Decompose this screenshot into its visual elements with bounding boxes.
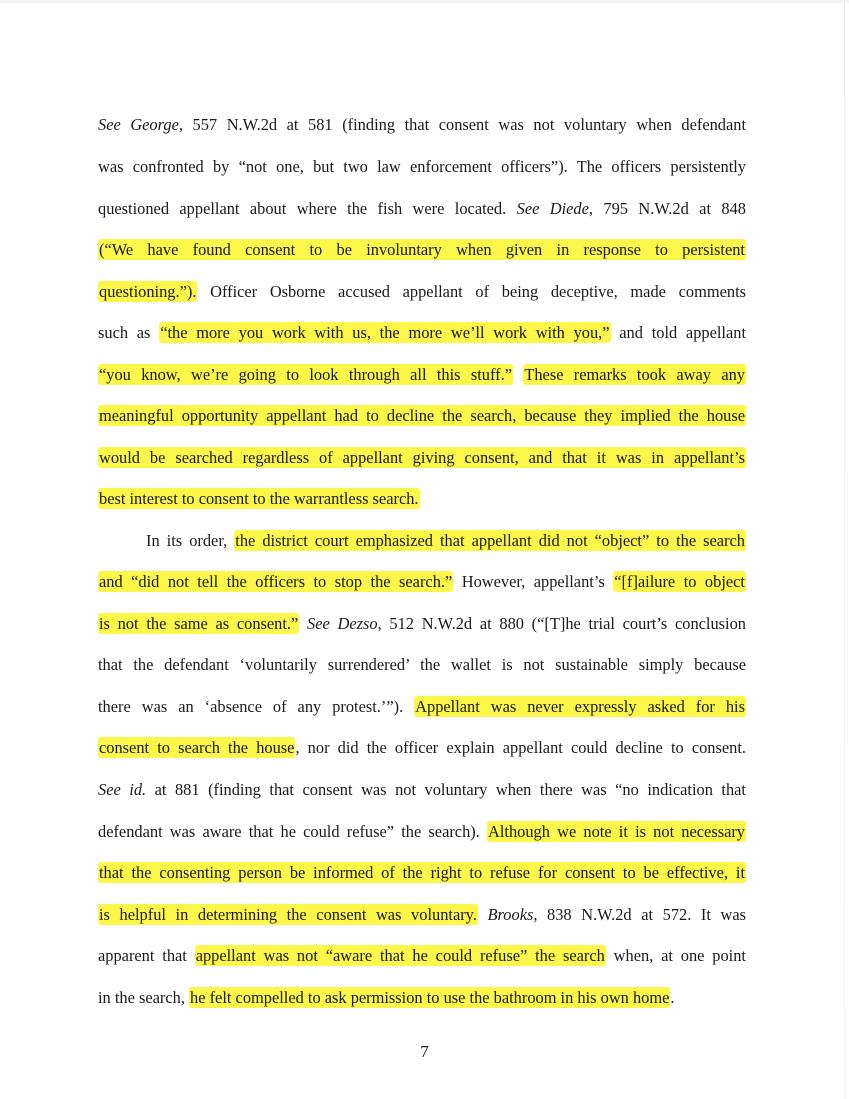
text-span: and told appellant	[610, 323, 746, 342]
text-line	[98, 280, 746, 304]
highlighted-text: “[f]ailure to object	[614, 572, 745, 591]
text-line	[98, 903, 746, 927]
highlighted-text: is not the same as consent.”	[99, 614, 299, 633]
highlighted-text: and “did not tell the officers to stop the search.”	[99, 572, 453, 591]
highlighted-text: appellant was not “aware that he could refuse” the search	[195, 946, 605, 965]
text-span: such as	[98, 323, 160, 342]
text-line	[98, 612, 746, 636]
case-citation: See Diede	[516, 199, 589, 218]
text-span: , nor did the officer explain appellant could decline to consent.	[295, 738, 746, 757]
page-number: 7	[420, 1042, 429, 1061]
text-line	[98, 820, 746, 844]
text-span: , 512 N.W.2d at 880 (“[T]he trial court’s conclusion	[377, 614, 746, 633]
text-span: In its order,	[146, 531, 235, 550]
text-span: there was an ‘absence of any protest.’”).	[98, 697, 415, 716]
text-line	[98, 404, 746, 428]
highlighted-text: These remarks took away any	[524, 365, 745, 384]
highlighted-text: meaningful opportunity appellant had to decline the search, because they implied the house	[99, 406, 745, 425]
scan-edge-right	[844, 0, 845, 1099]
text-span: when, at one point	[605, 946, 746, 965]
text-span	[478, 905, 488, 924]
highlighted-text: is helpful in determining the consent was voluntary.	[99, 905, 477, 924]
case-citation: See id.	[98, 780, 147, 799]
text-line	[98, 446, 746, 470]
text-span: that the defendant ‘voluntarily surrendered’ the wallet is not sustainable simply because	[98, 655, 746, 674]
highlighted-text: he felt compelled to ask permission to use the bathroom in his own home	[190, 988, 670, 1007]
text-span: , 795 N.W.2d at 848	[588, 199, 746, 218]
highlighted-text: Appellant was never expressly asked for his	[415, 697, 745, 716]
text-line	[98, 487, 746, 511]
text-span: at 881 (finding that consent was not voluntary when there was “no indication that	[146, 780, 746, 799]
text-span: questioned appellant about where the fish were located.	[98, 199, 517, 218]
text-line	[98, 778, 746, 802]
highlighted-text: “you know, we’re going to look through all this stuff.”	[99, 365, 512, 384]
highlighted-text: would be searched regardless of appellant giving consent, and that it was in appellant’s	[99, 448, 745, 467]
text-line	[98, 861, 746, 885]
text-span	[299, 614, 307, 633]
highlighted-text: Although we note it is not necessary	[488, 822, 746, 841]
text-line	[98, 570, 746, 594]
text-line	[98, 695, 746, 719]
text-span: apparent that	[98, 946, 195, 965]
text-span: was confronted by “not one, but two law enforcement officers”). The officers persistently	[98, 157, 746, 176]
case-citation: Brooks	[487, 905, 534, 924]
text-line	[146, 529, 746, 553]
highlighted-text: best interest to consent to the warrantless search.	[99, 489, 419, 508]
text-line	[98, 736, 746, 760]
highlighted-text: (“We have found consent to be involuntary when given in response to persistent	[99, 240, 745, 259]
text-line	[98, 986, 746, 1010]
text-line	[98, 113, 746, 137]
case-citation: See George	[98, 115, 179, 134]
highlighted-text: the district court emphasized that appellant did not “object” to the search	[235, 531, 745, 550]
text-span: , 838 N.W.2d at 572. It was	[533, 905, 746, 924]
highlighted-text: questioning.”).	[99, 282, 197, 301]
text-span: Officer Osborne accused appellant of being deceptive, made comments	[197, 282, 746, 301]
text-line	[98, 363, 746, 387]
text-line	[98, 653, 746, 677]
text-span	[513, 365, 523, 384]
text-line	[98, 197, 746, 221]
highlighted-text: that the consenting person be informed of the right to refuse for consent to be effective, it	[99, 863, 745, 882]
highlighted-text: consent to search the house	[99, 738, 295, 757]
case-citation: See Dezso	[307, 614, 378, 633]
text-span: However, appellant’s	[453, 572, 614, 591]
highlighted-text: “the more you work with us, the more we’ll work with you,”	[160, 323, 610, 342]
text-line	[98, 155, 746, 179]
text-line	[98, 238, 746, 262]
text-span: defendant was aware that he could refuse” the search).	[98, 822, 488, 841]
text-span: .	[670, 988, 675, 1007]
scan-edge-top	[0, 0, 849, 3]
text-line	[98, 321, 746, 345]
text-span: , 557 N.W.2d at 581 (finding that consent was not voluntary when defendant	[178, 115, 747, 134]
text-line	[98, 944, 746, 968]
text-span: in the search,	[98, 988, 190, 1007]
